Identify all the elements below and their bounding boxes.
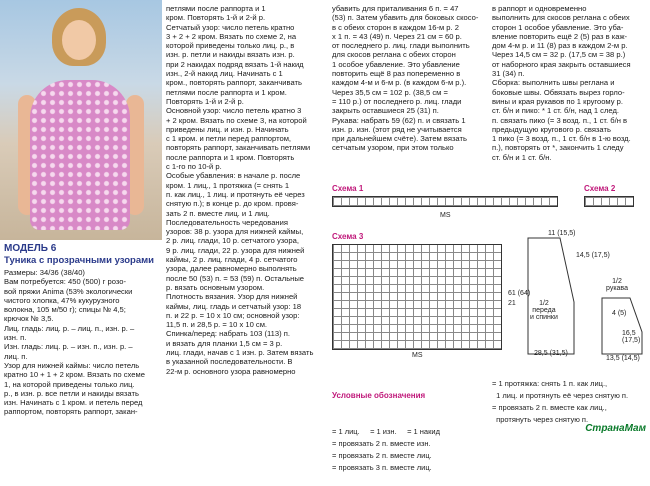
dim-label: 13,5 (14,5) — [606, 355, 640, 362]
legend-left-items: = 1 лиц. = 1 изн. = 1 накид = провязать 2 п. вместе изн. = провязать 2 п. вместе лиц. = провязать 3 п. вместе лиц. — [332, 427, 440, 472]
model-photo — [0, 0, 162, 240]
scheme-2-chart — [584, 196, 634, 207]
model-heading: МОДЕЛЬ 6 — [4, 243, 57, 254]
legend-left — [332, 366, 440, 486]
dim-label: 14,5 (17,5) — [576, 252, 610, 259]
watermark: СтранаМам — [585, 423, 646, 434]
front-back-label: 1/2 переда и спинки — [530, 300, 558, 321]
instructions-column-3: убавить для приталивания 6 п. = 47 (53) п. Затем убавить для боковых скосо- в с обеих сторон в каждом 16-м р. 2 х 1 п. = 43 (49) п. Через 21 см = 60 р. от последнего р. лиц. глади выполнить для скосов реглана с обеих сторон 1 особое убавление. Это убавление повторить ещё 8 раз попеременно в каждом 4-м и 6-м р. (в каждом 6-м р.). Через 35,5 см = 102 р. (38,5 см = = 110 р.) от последнего р. лиц. глади закрыть оставшиеся 25 (31) п. Рукава: набрать 59 (62) п. и связать 1 изн. р. изн. (этот ряд не учитывается при дальнейшем счёте). Затем вязать сетчатым узором, при этом только — [332, 4, 479, 153]
dim-label: 61 (64) — [508, 290, 531, 297]
instructions-column-4: в раппорт и одновременно выполнить для скосов реглана с обеих сторон 1 особое убавление. Это уба- вление повторить ещё 2 (5) раз в каж- дом 4-м р. и 11 (8) раз в каждом 2-м р. Через 14,5 см = 32 р. (17,5 см = 38 р.) от наборного края закрыть оставшиеся 31 (34) п. Сборка: выполнить швы реглана и боковые швы. Обвязать вырез горло- вины и края рукавов по 1 кругоому р. ст. б/н и пико: * 1 ст. б/н, над 1 след. п. связать пико (= 3 возд. п., 1 ст. б/н в предыдущую кругового р. связать 1 пико (= 3 возд. п., 1 ст. б/н в 1-ю возд. п.), повторять от *, закончить 1 следу ст. б/н и 1 ст. б/н. — [492, 4, 631, 162]
scheme-2-title: Схема 2 — [584, 184, 616, 193]
scheme-3-ms: MS — [412, 352, 423, 359]
legend-right-items: = 1 протяжка: снять 1 п. как лиц., 1 лиц. и протянуть её через снятую п. = провязать 2 п. вместе как лиц., протянуть через снятую п. — [492, 379, 629, 424]
model-subtitle: Туника с прозрачными узорами — [4, 255, 154, 266]
instructions-column-1: Размеры: 34/36 (38/40) Вам потребуется: 450 (500) г розо- вой пряжи Anima (53% экологически чистого хлопка, 47% кукурузного волокна, 105 м/50 г); спицы № 4,5; крючок № 3,5. Лиц. гладь: лиц. р. – лиц. п., изн. р. – изн. п. Изн. гладь: лиц. р. – изн. п., изн. р. – лиц. п. Узор для нижней каймы: число петель кратно 10 + 1 + 2 кром. Вязать по схеме 1, на которой приведены только лиц. р., в изн. р. все петли и накиды вязать изн. Начинать с 1 кром. и петель перед раппортом, повторять раппорт, закан- — [4, 268, 145, 417]
dim-label: 28,5 (31,5) — [534, 350, 568, 357]
scheme-1-ms: MS — [440, 212, 451, 219]
sleeve-label: 1/2 рукава — [606, 278, 628, 292]
dim-label: 11 (15,5) — [548, 230, 576, 237]
dim-label: 16,5 (17,5) — [622, 330, 641, 344]
dim-label: 4 (5) — [612, 310, 627, 317]
scheme-3-title: Схема 3 — [332, 232, 364, 241]
dim-label: 21 — [508, 300, 516, 307]
scheme-1-chart — [332, 196, 558, 207]
instructions-column-2: петлями после раппорта и 1 кром. Повторять 1-й и 2-й р. Сетчатый узор: число петель кратно 3 + 2 + 2 кром. Вязать по схеме 2, на которой приведены только лиц. р., в изн. р. петли и накиды вязать изн. р. при 2 накидах подряд вязать 1-й накид изн., 2-й накид лиц. Начинать с 1 кром., повторять раппорт, заканчивать петлями после раппорта и 1 кром. Повторять 1-й и 2-й р. Основной узор: число петель кратно 3 + 2 кром. Вязать по схеме 3, на которой приведены лиц. и изн. р. Начинать с 1 кром. и петли перед раппортом, повторять раппорт, заканчивать петлями после раппорта и 1 кром. Повторять с 1-го по 10-й р. Особые убавления: в начале р. после кром. 1 лиц., 1 протяжка (= снять 1 п. как лиц., 1 лиц. и протянуть её через снятую п.); в конце р. до кром. провя- зать 2 п. вместе лиц. и 1 лиц. Последовательность чередования узоров: 38 р. узора для нижней каймы, 2 р. лиц. глади, 10 р. сетчатого узора, 9 р. лиц. глади, 22 р. узора для нижней каймы, 2 р. лиц. глади, 4 р. сетчатого узора, далее равномерно выполнять после 50 (53) п. = 53 (59) п. Остальные р. вязать основным узором. Плотность вязания. Узор для нижней каймы, лиц. гладь и сетчатый узор: 18 п. и 22 р. = 10 х 10 см; основной узор: 11,5 п. и 28,5 р. = 10 х 10 см. Спинка/перед: набрать 103 (113) п. и вязать для планки 1,5 см = 3 р. лиц. глади, начав с 1 изн. р. Затем вязать в указанной последовательности. В 22-м р. основного узора равномерно — [166, 4, 314, 376]
scheme-1-title: Схема 1 — [332, 184, 364, 193]
legend-title: Условные обозначения — [332, 391, 426, 400]
scheme-3-chart — [332, 244, 502, 350]
